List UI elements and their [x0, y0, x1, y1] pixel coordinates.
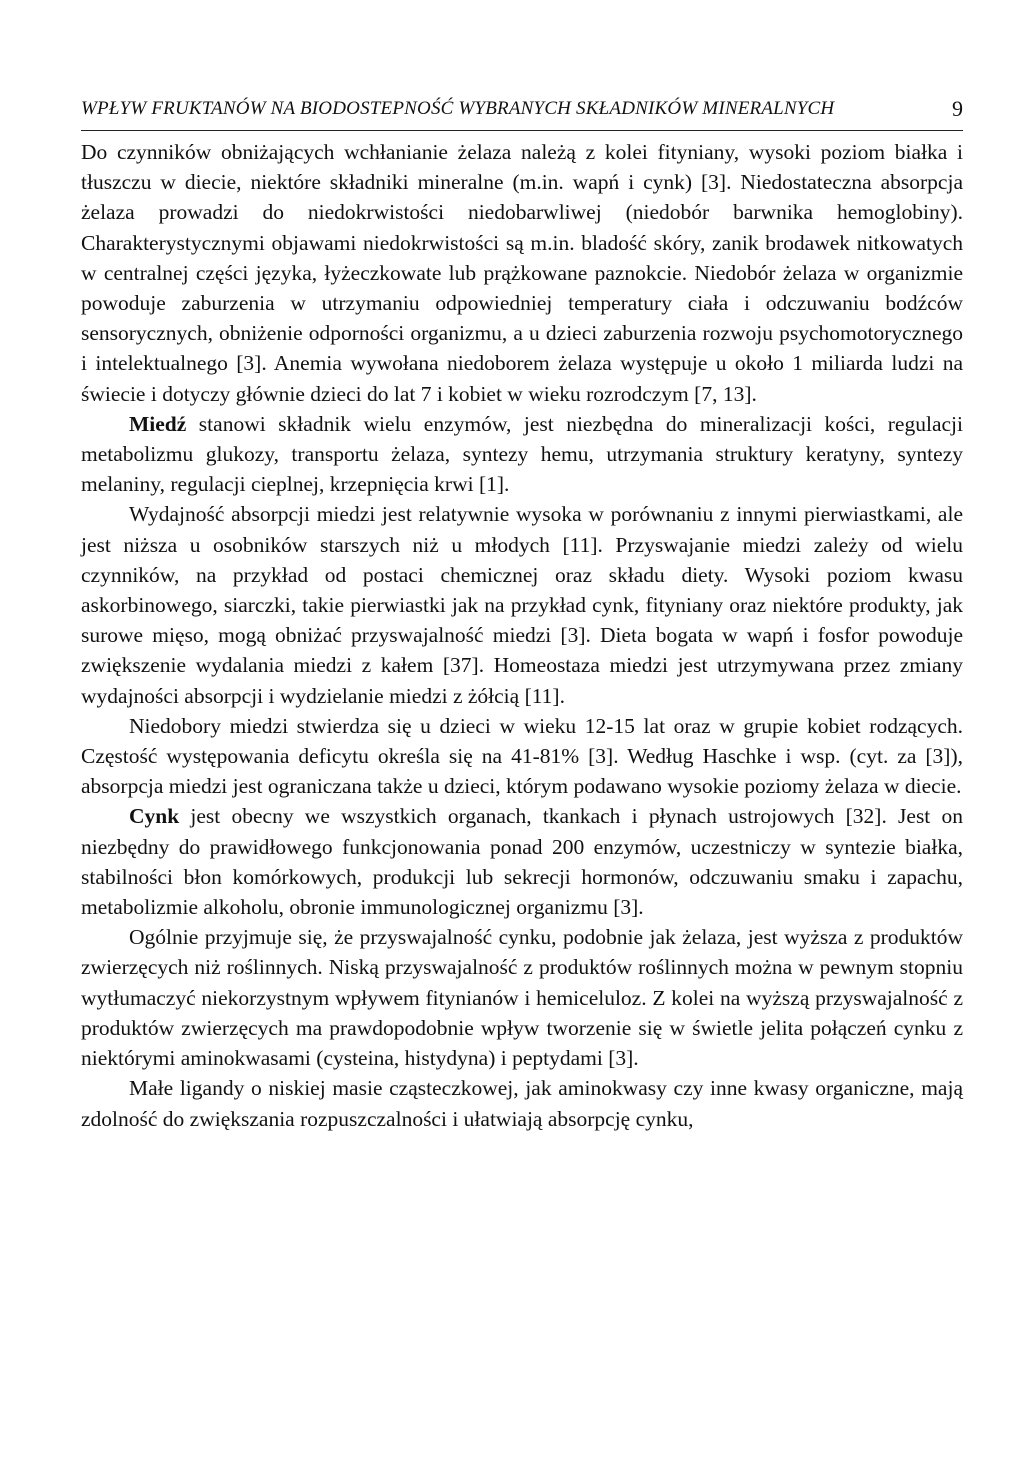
paragraph-zinc-ligands	[81, 1073, 963, 1133]
header-title: WPŁYW FRUKTANÓW NA BIODOSTEPNOŚĆ WYBRANYCH SKŁADNIKÓW MINERALNYCH	[81, 98, 835, 119]
section-term-copper: Miedź	[129, 411, 187, 436]
paragraph-iron-absorption	[81, 137, 963, 409]
paragraph-zinc-intro	[81, 801, 963, 922]
paragraph-text: Do czynników obniżających wchłanianie żelaza należą z kolei fityniany, wysoki poziom białka i tłuszczu w diecie, niektóre składniki mineralne (m.in. wapń i cynk) [3]. Niedostateczna absorpcja żelaza prowadzi do niedokrwistości niedobarwliwej (niedobór barwnika hemoglobiny). Charakterystycznymi objawami niedokrwistości są m.in. bladość skóry, zanik brodawek nitkowatych w centralnej części języka, łyżeczkowate lub prążkowane paznokcie. Niedobór żelaza w organizmie powoduje zaburzenia w utrzymaniu odpowiedniej temperatury ciała i odczuwaniu bodźców sensorycznych, obniżenie odporności organizmu, a u dzieci zaburzenia rozwoju psychomotorycznego i intelektualnego [3]. Anemia wywołana niedoborem żelaza występuje u około 1 miliarda ludzi na świecie i dotyczy głównie dzieci do lat 7 i kobiet w wieku rozrodczym [7, 13].	[81, 140, 963, 406]
page-number: 9	[952, 96, 963, 121]
paragraph-copper-intro	[81, 409, 963, 500]
paragraph-text: Wydajność absorpcji miedzi jest relatywnie wysoka w porównaniu z innymi pierwiastkami, ale jest niższa u osobników starszych niż u młodych [11]. Przyswajanie miedzi zależy od wielu czynników, na przykład od postaci chemicznej oraz składu diety. Wysoki poziom kwasu askorbinowego, siarczki, takie pierwiastki jak na przykład cynk, fityniany oraz niektóre produkty, jak surowe mięso, mogą obniżać przyswajalność miedzi [3]. Dieta bogata w wapń i fosfor powoduje zwiększenie wydalania miedzi z kałem [37]. Homeostaza miedzi jest utrzymywana przez zmiany wydajności absorpcji i wydzielanie miedzi z żółcią [11].	[81, 502, 963, 708]
paragraph-copper-deficiency	[81, 711, 963, 802]
body-text	[81, 137, 963, 1134]
paragraph-text: Ogólnie przyjmuje się, że przyswajalność cynku, podobnie jak żelaza, jest wyższa z produktów zwierzęcych niż roślinnych. Niską przyswajalność z produktów roślinnych można w pewnym stopniu wytłumaczyć niekorzystnym wpływem fitynianów i hemiceluloz. Z kolei na wyższą przyswajalność z produktów zwierzęcych ma prawdopodobnie wpływ tworzenie się w świetle jelita połączeń cynku z niektórymi aminokwasami (cysteina, histydyna) i peptydami [3].	[81, 925, 963, 1071]
paragraph-copper-absorption	[81, 499, 963, 710]
running-header	[81, 96, 963, 131]
paragraph-zinc-bioavailability	[81, 922, 963, 1073]
paragraph-text: jest obecny we wszystkich organach, tkankach i płynach ustrojowych [32]. Jest on niezbędny do prawidłowego funkcjonowania ponad 200 enzymów, uczestniczy w syntezie białka, stabilności błon komórkowych, produkcji lub sekrecji hormonów, odczuwaniu smaku i zapachu, metabolizmie alkoholu, obronie immunologicznej organizmu [3].	[81, 804, 963, 920]
document-page	[81, 96, 963, 1134]
section-term-zinc: Cynk	[129, 804, 180, 829]
paragraph-text: stanowi składnik wielu enzymów, jest niezbędna do mineralizacji kości, regulacji metabolizmu glukozy, transportu żelaza, syntezy hemu, utrzymania struktury keratyny, syntezy melaniny, regulacji cieplnej, krzepnięcia krwi [1].	[81, 411, 963, 497]
paragraph-text: Małe ligandy o niskiej masie cząsteczkowej, jak aminokwasy czy inne kwasy organiczne, mają zdolność do zwiększania rozpuszczalności i ułatwiają absorpcję cynku,	[81, 1076, 963, 1131]
paragraph-text: Niedobory miedzi stwierdza się u dzieci w wieku 12-15 lat oraz w grupie kobiet rodzących. Częstość występowania deficytu określa się na 41-81% [3]. Według Haschke i wsp. (cyt. za [3]), absorpcja miedzi jest ograniczana także u dzieci, którym podawano wysokie poziomy żelaza w diecie.	[81, 713, 963, 799]
